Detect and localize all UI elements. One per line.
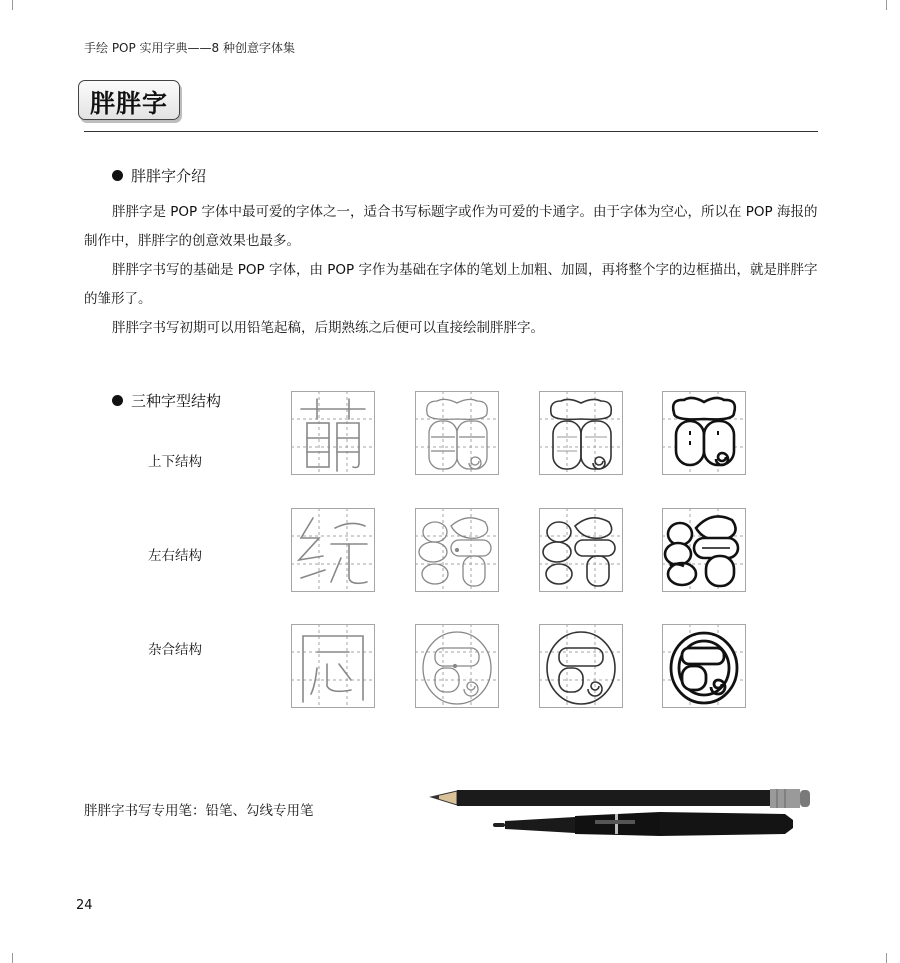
chapter-title: 胖胖字 (89, 89, 168, 118)
bullet-icon (112, 395, 123, 406)
row-label-top-bottom: 上下结构 (148, 454, 202, 470)
structures-heading (112, 390, 221, 411)
example-left-right-step-1 (291, 508, 375, 592)
intro-paragraph: 胖胖字是 POP 字体中最可爱的字体之一，适合书写标题字或作为可爱的卡通字。由于字体为空心，所以在 POP 海报的制作中，胖胖字的创意效果也最多。 (84, 204, 818, 249)
book-header: 手绘 POP 实用字典——8 种创意字体集 (84, 41, 295, 55)
title-divider (84, 131, 818, 132)
intro-paragraph: 胖胖字书写初期可以用铅笔起稿，后期熟练之后便可以直接绘制胖胖字。 (112, 320, 544, 336)
example-top-bottom-step-2 (415, 391, 499, 475)
example-top-bottom-step-1 (291, 391, 375, 475)
pens-illustration (425, 778, 825, 850)
pen-caption: 胖胖字书写专用笔：铅笔、勾线专用笔 (84, 803, 314, 819)
example-left-right-step-3 (539, 508, 623, 592)
intro-paragraph: 胖胖字书写的基础是 POP 字体，由 POP 字作为基础在字体的笔划上加粗、加圆，再将整个字的边框描出，就是胖胖字的雏形了。 (84, 262, 818, 307)
example-left-right-step-4 (662, 508, 746, 592)
example-left-right-step-2 (415, 508, 499, 592)
example-mixed-step-3 (539, 624, 623, 708)
structures-heading-text: 三种字型结构 (131, 392, 222, 410)
page-number: 24 (76, 898, 93, 913)
intro-heading (112, 165, 206, 186)
crop-mark (12, 0, 13, 10)
row-label-mixed: 杂合结构 (148, 642, 202, 658)
example-mixed-step-4 (662, 624, 746, 708)
pencil-icon (431, 789, 810, 808)
chapter-title-badge (78, 80, 180, 120)
bullet-icon (112, 170, 123, 181)
example-mixed-step-2 (415, 624, 499, 708)
row-label-left-right: 左右结构 (148, 548, 202, 564)
marker-pen-icon (493, 812, 793, 836)
crop-mark (12, 953, 13, 963)
intro-heading-text: 胖胖字介绍 (131, 167, 207, 185)
example-mixed-step-1 (291, 624, 375, 708)
crop-mark (886, 953, 887, 963)
intro-body (84, 198, 824, 343)
crop-mark (886, 0, 887, 10)
example-top-bottom-step-3 (539, 391, 623, 475)
example-top-bottom-step-4 (662, 391, 746, 475)
